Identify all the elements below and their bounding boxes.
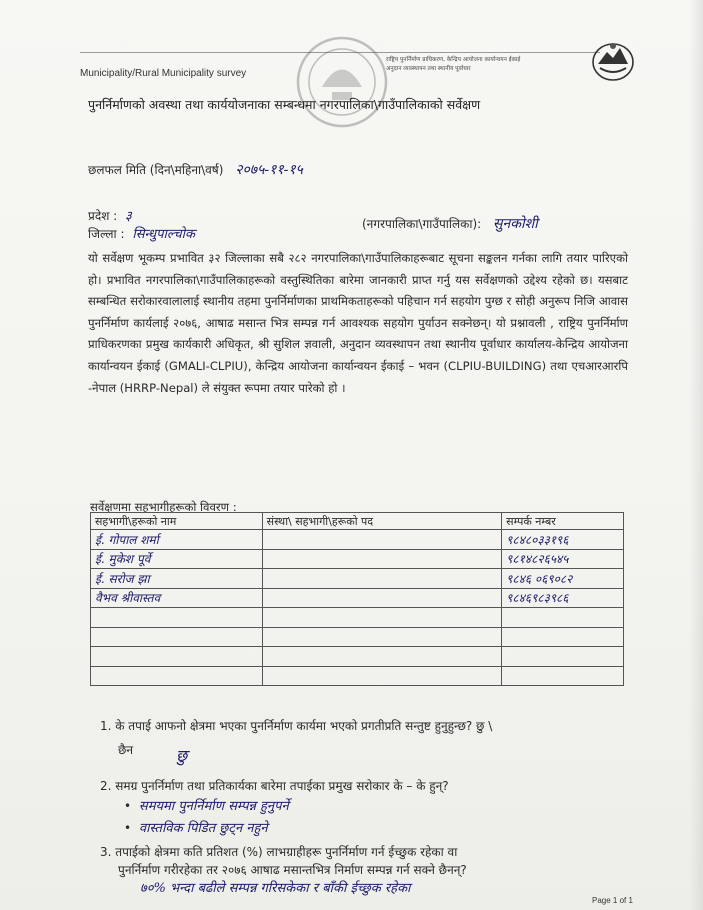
question-3-text: तपाईको क्षेत्रमा कति प्रतिशत (%) लाभग्राहीहरू पुनर्निर्माण गर्न ईच्छुक रहेका वा [115, 845, 458, 859]
district-value: सिन्धुपाल्चोक [132, 227, 195, 242]
question-2-answer-1: समयमा पुनर्निर्माण सम्पन्न हुनुपर्ने [138, 799, 289, 814]
participant-contact [502, 647, 624, 667]
date-row [88, 160, 303, 179]
participant-organization [262, 569, 501, 589]
question-1-option-no: छैन [118, 743, 134, 757]
participant-organization [262, 647, 501, 667]
table-row [91, 588, 624, 608]
table-header-row [91, 513, 624, 530]
participant-name [91, 666, 263, 686]
participants-table [90, 512, 624, 686]
participant-organization [262, 549, 501, 569]
official-stamp [292, 32, 392, 132]
org-line-2: अनुदान व्यवस्थापन तथा स्थानीय पूर्वाधार [386, 66, 471, 72]
table-row [91, 627, 624, 647]
participant-contact: ९८४६ ०६९०८२ [502, 569, 624, 589]
survey-title: पुनर्निर्माणको अवस्था तथा कार्ययोजनाका सम्बन्धमा नगरपालिका\गाउँपालिकाको सर्वेक्षण [88, 97, 481, 112]
bullet-icon: • [124, 821, 132, 835]
question-2-number: 2. [100, 779, 112, 793]
province-value: ३ [125, 209, 132, 224]
participant-organization [262, 608, 501, 628]
intro-paragraph: यो सर्वेक्षण भूकम्प प्रभावित ३२ जिल्लाका सबै २८२ नगरपालिका\गाउँपालिकाहरूबाट सूचना सङ्कलन गर्नका लागि तयार पारिएको हो। प्रभावित नगरपालिका\गाउँपालिकाहरूको वस्तुस्थितिका बारेमा जानकारी प्राप्त गर्नु यस सर्वेक्षणको उद्देश्य रहेको छ। यसबाट सम्बन्धित सरोकारवालालाई स्थानीय तहमा पुनर्निर्माणका प्राथमिकताहरूको पहिचान गर्न सहयोग पुग्छ र सोही अनुरूप निजि आवास पुनर्निर्माण कार्यलाई २०७६, आषाढ मसान्त भित्र सम्पन्न गर्न आवश्यक सहयोग पुर्याउन सक्नेछन्। यो प्रश्नावली , राष्ट्रिय पुनर्निर्माण प्राधिकरणका प्रमुख कार्यकारी अधिकृत, श्री सुशिल ज्ञवाली, अनुदान व्यवस्थापन तथा स्थानीय पूर्वाधार कार्यालय-केन्द्रिय आयोजना कार्यान्वयन ईकाई (GMALI-CLPIU), केन्द्रिय आयोजना कार्यान्वयन ईकाई – भवन (CLPIU-BUILDING) तथा एचआरआरपि -नेपाल (HRRP-Nepal) ले संयुक्त रूपमा तयार पारेको हो । [88, 251, 628, 395]
participant-name: ई. गोपाल शर्मा [91, 530, 263, 550]
participant-organization [262, 666, 501, 686]
column-header-organization: संस्था\ सहभागी\हरूको पद [262, 513, 501, 530]
table-row [91, 608, 624, 628]
participant-contact: ९८४६९८३९८६ [502, 588, 624, 608]
participant-organization [262, 530, 501, 550]
question-3-number: 3. [100, 845, 112, 859]
province-label: प्रदेश : [88, 209, 118, 223]
province-row [88, 206, 132, 224]
question-3-answer: ७०% भन्दा बढीले सम्पन्न गरिसकेका र बाँकी ईच्छुक रहेका [140, 881, 411, 896]
question-1-number: 1. [100, 719, 112, 733]
participant-contact: ९८४८०३३१९६ [502, 530, 624, 550]
participant-name [91, 608, 263, 628]
participant-contact: ९८१४८२६५४५ [502, 549, 624, 569]
question-1-text: के तपाई आफनो क्षेत्रमा भएका पुनर्निर्माण कार्यमा भएको प्रगतीप्रति सन्तुष्ट हुनुहुन्छ? छु \ [115, 719, 493, 733]
participant-organization [262, 588, 501, 608]
participant-contact [502, 627, 624, 647]
page-edge-shadow [689, 0, 703, 910]
column-header-name: सहभागी\हरूको नाम [91, 513, 263, 530]
page-number: Page 1 of 1 [592, 896, 633, 905]
participant-organization [262, 627, 501, 647]
participant-name: ई. मुकेश पूर्वे [91, 549, 263, 569]
table-row [91, 569, 624, 589]
question-3-line-2: पुनर्निर्माण गरीरहेका तर २०७६ आषाढ मसान्तभित्र निर्माण सम्पन्न गर्न सक्ने छैनन्? [118, 863, 467, 877]
date-value: २०७५-११-१५ [235, 162, 303, 178]
date-label: छलफल मिति (दिन\महिना\वर्ष) [88, 163, 224, 177]
district-label: जिल्ला : [88, 227, 125, 241]
participant-contact [502, 666, 624, 686]
question-1-line-2 [118, 740, 133, 760]
question-1 [100, 716, 640, 736]
participant-contact [502, 608, 624, 628]
participants-caption: सर्वेक्षणमा सहभागीहरूको विवरण : [90, 500, 237, 514]
question-1-answer: छु [176, 746, 188, 765]
table-row [91, 666, 624, 686]
organization-name [386, 56, 586, 74]
column-header-contact: सम्पर्क नम्बर [502, 513, 624, 530]
table-row [91, 530, 624, 550]
participant-name: वैभव श्रीवास्तव [91, 588, 263, 608]
bullet-icon: • [124, 799, 132, 813]
nepal-emblem-icon [590, 38, 636, 84]
district-row [88, 224, 195, 242]
question-2-bullet-1 [124, 796, 289, 814]
question-2 [100, 776, 640, 796]
question-2-text: समग्र पुनर्निर्माण तथा प्रतिकार्यका बारेमा तपाईका प्रमुख सरोकार के – के हुन्? [115, 779, 449, 793]
question-2-answer-2: वास्तविक पिडित छुट्न नहुने [138, 821, 268, 836]
participant-name [91, 647, 263, 667]
survey-label: Municipality/Rural Municipality survey [80, 68, 247, 79]
municipality-row [362, 214, 538, 233]
org-line-1: राष्ट्रिय पुनर्निर्माण प्राधिकरण, केन्द्रिय आयोजना कार्यान्वयन ईकाई [386, 57, 521, 63]
table-row [91, 647, 624, 667]
participant-name [91, 627, 263, 647]
municipality-value: सुनकोशी [493, 216, 538, 232]
participant-name: ई. सरोज झा [91, 569, 263, 589]
municipality-label: (नगरपालिका\गाउँपालिका): [362, 217, 482, 231]
question-3 [100, 842, 640, 862]
table-row [91, 549, 624, 569]
question-2-bullet-2 [124, 818, 268, 836]
